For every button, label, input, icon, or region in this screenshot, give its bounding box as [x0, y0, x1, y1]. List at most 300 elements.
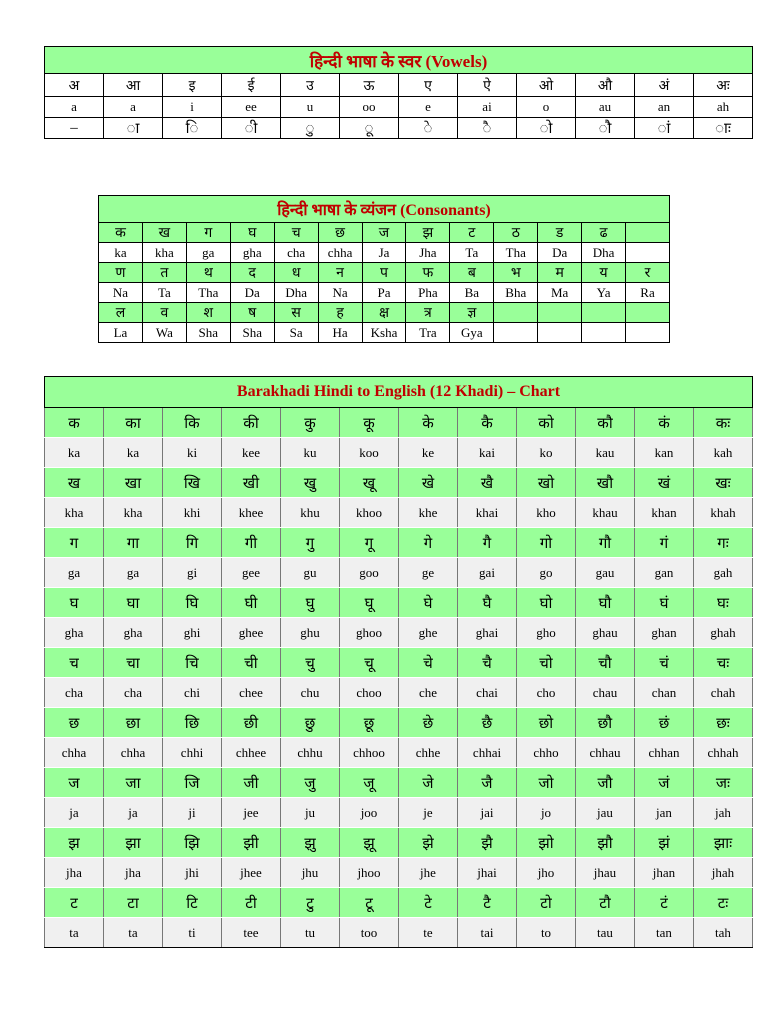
- barakhadi-roman: kho: [517, 498, 576, 528]
- barakhadi-roman: gah: [694, 558, 753, 588]
- vowel-matra: ौ: [576, 118, 635, 139]
- consonant-roman: Tra: [406, 323, 450, 343]
- barakhadi-roman: gi: [163, 558, 222, 588]
- barakhadi-letter: झौ: [576, 828, 635, 858]
- barakhadi-roman: khau: [576, 498, 635, 528]
- barakhadi-letter: गि: [163, 528, 222, 558]
- barakhadi-letter: को: [517, 408, 576, 438]
- barakhadi-letter: खि: [163, 468, 222, 498]
- barakhadi-letter: टि: [163, 888, 222, 918]
- barakhadi-roman: chha: [45, 738, 104, 768]
- barakhadi-roman: jah: [694, 798, 753, 828]
- vowel-matra: ू: [340, 118, 399, 139]
- barakhadi-letter: खं: [635, 468, 694, 498]
- vowel-matra: ि: [163, 118, 222, 139]
- consonant-roman: Ha: [318, 323, 362, 343]
- barakhadi-roman: chha: [104, 738, 163, 768]
- barakhadi-letter: चः: [694, 648, 753, 678]
- consonant-letter: ण: [99, 263, 143, 283]
- barakhadi-letters-row: [45, 408, 753, 438]
- consonant-roman: Ba: [450, 283, 494, 303]
- barakhadi-title-row: [45, 377, 753, 408]
- barakhadi-roman: chhan: [635, 738, 694, 768]
- barakhadi-roman: khan: [635, 498, 694, 528]
- barakhadi-roman-row: [45, 558, 753, 588]
- barakhadi-roman: tu: [281, 918, 340, 948]
- consonant-letter: [538, 303, 582, 323]
- barakhadi-letter: ज: [45, 768, 104, 798]
- barakhadi-roman: jhee: [222, 858, 281, 888]
- consonant-roman-row: [99, 323, 670, 343]
- vowels-title: [45, 47, 753, 74]
- consonant-roman: Sha: [230, 323, 274, 343]
- barakhadi-roman: ghee: [222, 618, 281, 648]
- consonant-letter: य: [582, 263, 626, 283]
- barakhadi-letter: जू: [340, 768, 399, 798]
- barakhadi-roman: kai: [458, 438, 517, 468]
- vowel-letter: ऊ: [340, 74, 399, 97]
- barakhadi-letter: खु: [281, 468, 340, 498]
- barakhadi-roman: jai: [458, 798, 517, 828]
- consonant-roman: Sha: [186, 323, 230, 343]
- barakhadi-letter: टू: [340, 888, 399, 918]
- consonant-letter: [626, 223, 670, 243]
- barakhadi-roman-row: [45, 618, 753, 648]
- consonant-roman: Dha: [582, 243, 626, 263]
- barakhadi-letter: टु: [281, 888, 340, 918]
- consonant-letter: [494, 303, 538, 323]
- barakhadi-letters-row: [45, 468, 753, 498]
- barakhadi-letter: झ: [45, 828, 104, 858]
- barakhadi-letter: की: [222, 408, 281, 438]
- vowel-roman: oo: [340, 97, 399, 118]
- barakhadi-letter: का: [104, 408, 163, 438]
- barakhadi-letter: जै: [458, 768, 517, 798]
- barakhadi-letters-row: [45, 528, 753, 558]
- barakhadi-roman: kau: [576, 438, 635, 468]
- consonant-letter: त: [142, 263, 186, 283]
- consonants-table: [98, 195, 670, 343]
- consonant-roman: Wa: [142, 323, 186, 343]
- consonant-roman-row: [99, 243, 670, 263]
- barakhadi-letter: गे: [399, 528, 458, 558]
- barakhadi-letter: जे: [399, 768, 458, 798]
- consonant-letter: ल: [99, 303, 143, 323]
- consonant-letter: [582, 303, 626, 323]
- vowel-matra: ा: [104, 118, 163, 139]
- barakhadi-letter: छी: [222, 708, 281, 738]
- vowel-roman: o: [517, 97, 576, 118]
- barakhadi-roman: ki: [163, 438, 222, 468]
- consonant-roman: gha: [230, 243, 274, 263]
- barakhadi-roman: tan: [635, 918, 694, 948]
- vowel-letter: इ: [163, 74, 222, 97]
- vowels-body: [45, 47, 753, 139]
- barakhadi-letter: चै: [458, 648, 517, 678]
- vowel-letter: आ: [104, 74, 163, 97]
- barakhadi-letter: घा: [104, 588, 163, 618]
- consonant-letter: ज: [362, 223, 406, 243]
- consonant-letter: ड: [538, 223, 582, 243]
- barakhadi-letter: जो: [517, 768, 576, 798]
- consonant-roman: Pa: [362, 283, 406, 303]
- barakhadi-roman: ku: [281, 438, 340, 468]
- barakhadi-roman: kha: [45, 498, 104, 528]
- barakhadi-letter: ग: [45, 528, 104, 558]
- barakhadi-letter: छे: [399, 708, 458, 738]
- barakhadi-letter: खे: [399, 468, 458, 498]
- vowel-roman: e: [399, 97, 458, 118]
- barakhadi-letter: खः: [694, 468, 753, 498]
- vowel-matra: ै: [458, 118, 517, 139]
- barakhadi-letter: खो: [517, 468, 576, 498]
- barakhadi-roman: khee: [222, 498, 281, 528]
- barakhadi-roman: jhe: [399, 858, 458, 888]
- barakhadi-roman: ghah: [694, 618, 753, 648]
- barakhadi-letter: गं: [635, 528, 694, 558]
- consonant-roman: Bha: [494, 283, 538, 303]
- barakhadi-roman: gu: [281, 558, 340, 588]
- consonant-roman: ga: [186, 243, 230, 263]
- consonant-roman: Tha: [186, 283, 230, 303]
- barakhadi-roman: khi: [163, 498, 222, 528]
- barakhadi-roman: chan: [635, 678, 694, 708]
- barakhadi-roman: chau: [576, 678, 635, 708]
- barakhadi-letter: गः: [694, 528, 753, 558]
- barakhadi-roman: jhu: [281, 858, 340, 888]
- barakhadi-roman: jhau: [576, 858, 635, 888]
- vowel-letter: ए: [399, 74, 458, 97]
- barakhadi-roman: khah: [694, 498, 753, 528]
- consonant-roman: Ya: [582, 283, 626, 303]
- barakhadi-roman: gho: [517, 618, 576, 648]
- barakhadi-roman: kee: [222, 438, 281, 468]
- barakhadi-roman: gha: [104, 618, 163, 648]
- barakhadi-letter: खी: [222, 468, 281, 498]
- vowel-roman: i: [163, 97, 222, 118]
- barakhadi-letter: टै: [458, 888, 517, 918]
- consonant-letter: ग: [186, 223, 230, 243]
- barakhadi-letter: गै: [458, 528, 517, 558]
- barakhadi-letter: खा: [104, 468, 163, 498]
- vowel-roman: a: [45, 97, 104, 118]
- consonant-letters-row: [99, 303, 670, 323]
- barakhadi-letter: छं: [635, 708, 694, 738]
- barakhadi-roman: chhai: [458, 738, 517, 768]
- consonant-letters-row: [99, 223, 670, 243]
- barakhadi-roman: ghi: [163, 618, 222, 648]
- vowel-roman: ee: [222, 97, 281, 118]
- barakhadi-letter: जी: [222, 768, 281, 798]
- barakhadi-letter: घौ: [576, 588, 635, 618]
- barakhadi-roman: chhee: [222, 738, 281, 768]
- barakhadi-roman: khai: [458, 498, 517, 528]
- barakhadi-letter: जा: [104, 768, 163, 798]
- consonant-letter: ट: [450, 223, 494, 243]
- consonant-letter: घ: [230, 223, 274, 243]
- consonant-letter: भ: [494, 263, 538, 283]
- barakhadi-roman: chhau: [576, 738, 635, 768]
- barakhadi-letter: झो: [517, 828, 576, 858]
- barakhadi-letter: टः: [694, 888, 753, 918]
- barakhadi-roman: ga: [45, 558, 104, 588]
- consonant-letter: ख: [142, 223, 186, 243]
- barakhadi-letter: झै: [458, 828, 517, 858]
- barakhadi-table: [44, 376, 753, 948]
- consonant-letter: व: [142, 303, 186, 323]
- barakhadi-letter: खू: [340, 468, 399, 498]
- barakhadi-letter: छ: [45, 708, 104, 738]
- consonant-roman: Sa: [274, 323, 318, 343]
- barakhadi-letter: टे: [399, 888, 458, 918]
- consonant-roman: Dha: [274, 283, 318, 303]
- barakhadi-roman: khe: [399, 498, 458, 528]
- consonants-title-english: (Consonants): [400, 202, 491, 219]
- barakhadi-letter: कौ: [576, 408, 635, 438]
- barakhadi-roman: ko: [517, 438, 576, 468]
- consonant-roman: [582, 323, 626, 343]
- vowel-roman: an: [635, 97, 694, 118]
- barakhadi-letter: चू: [340, 648, 399, 678]
- consonant-letter: श: [186, 303, 230, 323]
- vowel-roman: ai: [458, 97, 517, 118]
- consonant-roman: Tha: [494, 243, 538, 263]
- barakhadi-letter: ट: [45, 888, 104, 918]
- consonant-letter: द: [230, 263, 274, 283]
- barakhadi-letter: चौ: [576, 648, 635, 678]
- consonant-letter: झ: [406, 223, 450, 243]
- consonant-letter: ठ: [494, 223, 538, 243]
- vowel-letters-row: [45, 74, 753, 97]
- vowel-matra: ो: [517, 118, 576, 139]
- barakhadi-letter: टं: [635, 888, 694, 918]
- barakhadi-roman: ji: [163, 798, 222, 828]
- barakhadi-letter: छि: [163, 708, 222, 738]
- barakhadi-roman: chee: [222, 678, 281, 708]
- barakhadi-roman: ge: [399, 558, 458, 588]
- consonant-letter: र: [626, 263, 670, 283]
- barakhadi-letter: खौ: [576, 468, 635, 498]
- barakhadi-roman: chhe: [399, 738, 458, 768]
- barakhadi-letter: टौ: [576, 888, 635, 918]
- consonant-letter: च: [274, 223, 318, 243]
- consonant-letter: क: [99, 223, 143, 243]
- barakhadi-letter: खै: [458, 468, 517, 498]
- vowel-roman-row: [45, 97, 753, 118]
- barakhadi-roman: chho: [517, 738, 576, 768]
- barakhadi-letters-row: [45, 828, 753, 858]
- barakhadi-roman-row: [45, 858, 753, 888]
- barakhadi-letters-row: [45, 588, 753, 618]
- barakhadi-roman: ghoo: [340, 618, 399, 648]
- consonant-roman: Ra: [626, 283, 670, 303]
- barakhadi-roman: jhan: [635, 858, 694, 888]
- barakhadi-letter: ख: [45, 468, 104, 498]
- vowel-letter: ई: [222, 74, 281, 97]
- consonant-roman: ka: [99, 243, 143, 263]
- barakhadi-roman: chhi: [163, 738, 222, 768]
- barakhadi-letter: झि: [163, 828, 222, 858]
- barakhadi-letter: छू: [340, 708, 399, 738]
- barakhadi-letter: ची: [222, 648, 281, 678]
- barakhadi-roman: gha: [45, 618, 104, 648]
- barakhadi-roman: jhi: [163, 858, 222, 888]
- barakhadi-roman: to: [517, 918, 576, 948]
- barakhadi-roman: gee: [222, 558, 281, 588]
- consonant-roman-row: [99, 283, 670, 303]
- barakhadi-letter: झाः: [694, 828, 753, 858]
- barakhadi-roman-row: [45, 678, 753, 708]
- consonant-roman: Ta: [450, 243, 494, 263]
- vowel-roman: a: [104, 97, 163, 118]
- barakhadi-letter: टी: [222, 888, 281, 918]
- consonant-letter: ज्ञ: [450, 303, 494, 323]
- consonant-roman: Pha: [406, 283, 450, 303]
- barakhadi-letter: छु: [281, 708, 340, 738]
- barakhadi-roman: jhoo: [340, 858, 399, 888]
- barakhadi-letters-row: [45, 708, 753, 738]
- consonant-letter: ष: [230, 303, 274, 323]
- barakhadi-roman: jau: [576, 798, 635, 828]
- barakhadi-roman: ti: [163, 918, 222, 948]
- barakhadi-letter: टो: [517, 888, 576, 918]
- barakhadi-letter: जः: [694, 768, 753, 798]
- barakhadi-letter: झे: [399, 828, 458, 858]
- barakhadi-roman: jan: [635, 798, 694, 828]
- barakhadi-roman: koo: [340, 438, 399, 468]
- consonant-roman: Da: [230, 283, 274, 303]
- barakhadi-letter: छै: [458, 708, 517, 738]
- barakhadi-letter: छा: [104, 708, 163, 738]
- barakhadi-letter: गु: [281, 528, 340, 558]
- barakhadi-letter: छः: [694, 708, 753, 738]
- barakhadi-roman: jhai: [458, 858, 517, 888]
- vowel-matra: ां: [635, 118, 694, 139]
- vowel-matra: ी: [222, 118, 281, 139]
- barakhadi-roman-row: [45, 498, 753, 528]
- barakhadi-letter: घि: [163, 588, 222, 618]
- consonant-letter: क्ष: [362, 303, 406, 323]
- consonant-roman: Da: [538, 243, 582, 263]
- barakhadi-letter: झी: [222, 828, 281, 858]
- vowel-letter: उ: [281, 74, 340, 97]
- consonant-roman: Jha: [406, 243, 450, 263]
- vowel-letter: ऐ: [458, 74, 517, 97]
- consonant-roman: [626, 243, 670, 263]
- barakhadi-roman: goo: [340, 558, 399, 588]
- vowels-title-row: [45, 47, 753, 74]
- barakhadi-roman: chai: [458, 678, 517, 708]
- vowel-matra: –: [45, 118, 104, 139]
- consonant-roman: [626, 323, 670, 343]
- barakhadi-roman: chhah: [694, 738, 753, 768]
- barakhadi-roman: joo: [340, 798, 399, 828]
- barakhadi-roman: jha: [45, 858, 104, 888]
- barakhadi-letters-row: [45, 648, 753, 678]
- barakhadi-roman: cho: [517, 678, 576, 708]
- vowel-letter: अः: [694, 74, 753, 97]
- barakhadi-roman: tah: [694, 918, 753, 948]
- vowel-matra: ाः: [694, 118, 753, 139]
- barakhadi-roman: too: [340, 918, 399, 948]
- barakhadi-letter: घः: [694, 588, 753, 618]
- barakhadi-letter: झा: [104, 828, 163, 858]
- barakhadi-letter: कै: [458, 408, 517, 438]
- consonant-letter: [626, 303, 670, 323]
- consonant-roman: Na: [99, 283, 143, 303]
- barakhadi-letter: चे: [399, 648, 458, 678]
- barakhadi-roman: gau: [576, 558, 635, 588]
- barakhadi-roman: te: [399, 918, 458, 948]
- barakhadi-roman: jee: [222, 798, 281, 828]
- consonant-letter: प: [362, 263, 406, 283]
- vowels-title-hindi: हिन्दी भाषा के स्वर: [309, 51, 422, 71]
- barakhadi-roman: ghau: [576, 618, 635, 648]
- barakhadi-letter: गौ: [576, 528, 635, 558]
- barakhadi-letter: कः: [694, 408, 753, 438]
- barakhadi-roman: ka: [104, 438, 163, 468]
- vowel-letter: अं: [635, 74, 694, 97]
- vowels-table: [44, 46, 753, 139]
- barakhadi-roman: go: [517, 558, 576, 588]
- barakhadi-letter: जं: [635, 768, 694, 798]
- barakhadi-roman-row: [45, 918, 753, 948]
- barakhadi-roman: tau: [576, 918, 635, 948]
- consonant-letter: छ: [318, 223, 362, 243]
- barakhadi-roman: ja: [104, 798, 163, 828]
- barakhadi-roman-row: [45, 738, 753, 768]
- barakhadi-roman: cha: [45, 678, 104, 708]
- barakhadi-letters-row: [45, 888, 753, 918]
- barakhadi-letter: घी: [222, 588, 281, 618]
- consonant-roman: Ta: [142, 283, 186, 303]
- barakhadi-letter: चो: [517, 648, 576, 678]
- barakhadi-roman: khu: [281, 498, 340, 528]
- consonant-letter: ह: [318, 303, 362, 323]
- barakhadi-letter: झं: [635, 828, 694, 858]
- barakhadi-letter: च: [45, 648, 104, 678]
- vowel-roman: ah: [694, 97, 753, 118]
- barakhadi-letter: घू: [340, 588, 399, 618]
- consonant-roman: Ma: [538, 283, 582, 303]
- vowel-roman: u: [281, 97, 340, 118]
- vowel-matra: े: [399, 118, 458, 139]
- consonant-letters-row: [99, 263, 670, 283]
- barakhadi-letter: गा: [104, 528, 163, 558]
- barakhadi-roman: chi: [163, 678, 222, 708]
- barakhadi-letter: जु: [281, 768, 340, 798]
- barakhadi-roman: kha: [104, 498, 163, 528]
- barakhadi-roman: chah: [694, 678, 753, 708]
- barakhadi-roman: ghe: [399, 618, 458, 648]
- barakhadi-letters-row: [45, 768, 753, 798]
- consonant-roman: La: [99, 323, 143, 343]
- barakhadi-letter: घे: [399, 588, 458, 618]
- consonant-letter: ब: [450, 263, 494, 283]
- barakhadi-letter: घो: [517, 588, 576, 618]
- consonant-letter: ढ: [582, 223, 626, 243]
- barakhadi-letter: कू: [340, 408, 399, 438]
- barakhadi-letter: चु: [281, 648, 340, 678]
- barakhadi-roman: che: [399, 678, 458, 708]
- barakhadi-letter: झू: [340, 828, 399, 858]
- consonant-letter: न: [318, 263, 362, 283]
- barakhadi-title: Barakhadi Hindi to English (12 Khadi) – Chart: [45, 377, 753, 408]
- barakhadi-letter: चि: [163, 648, 222, 678]
- consonant-letter: त्र: [406, 303, 450, 323]
- barakhadi-letter: गू: [340, 528, 399, 558]
- consonant-roman: cha: [274, 243, 318, 263]
